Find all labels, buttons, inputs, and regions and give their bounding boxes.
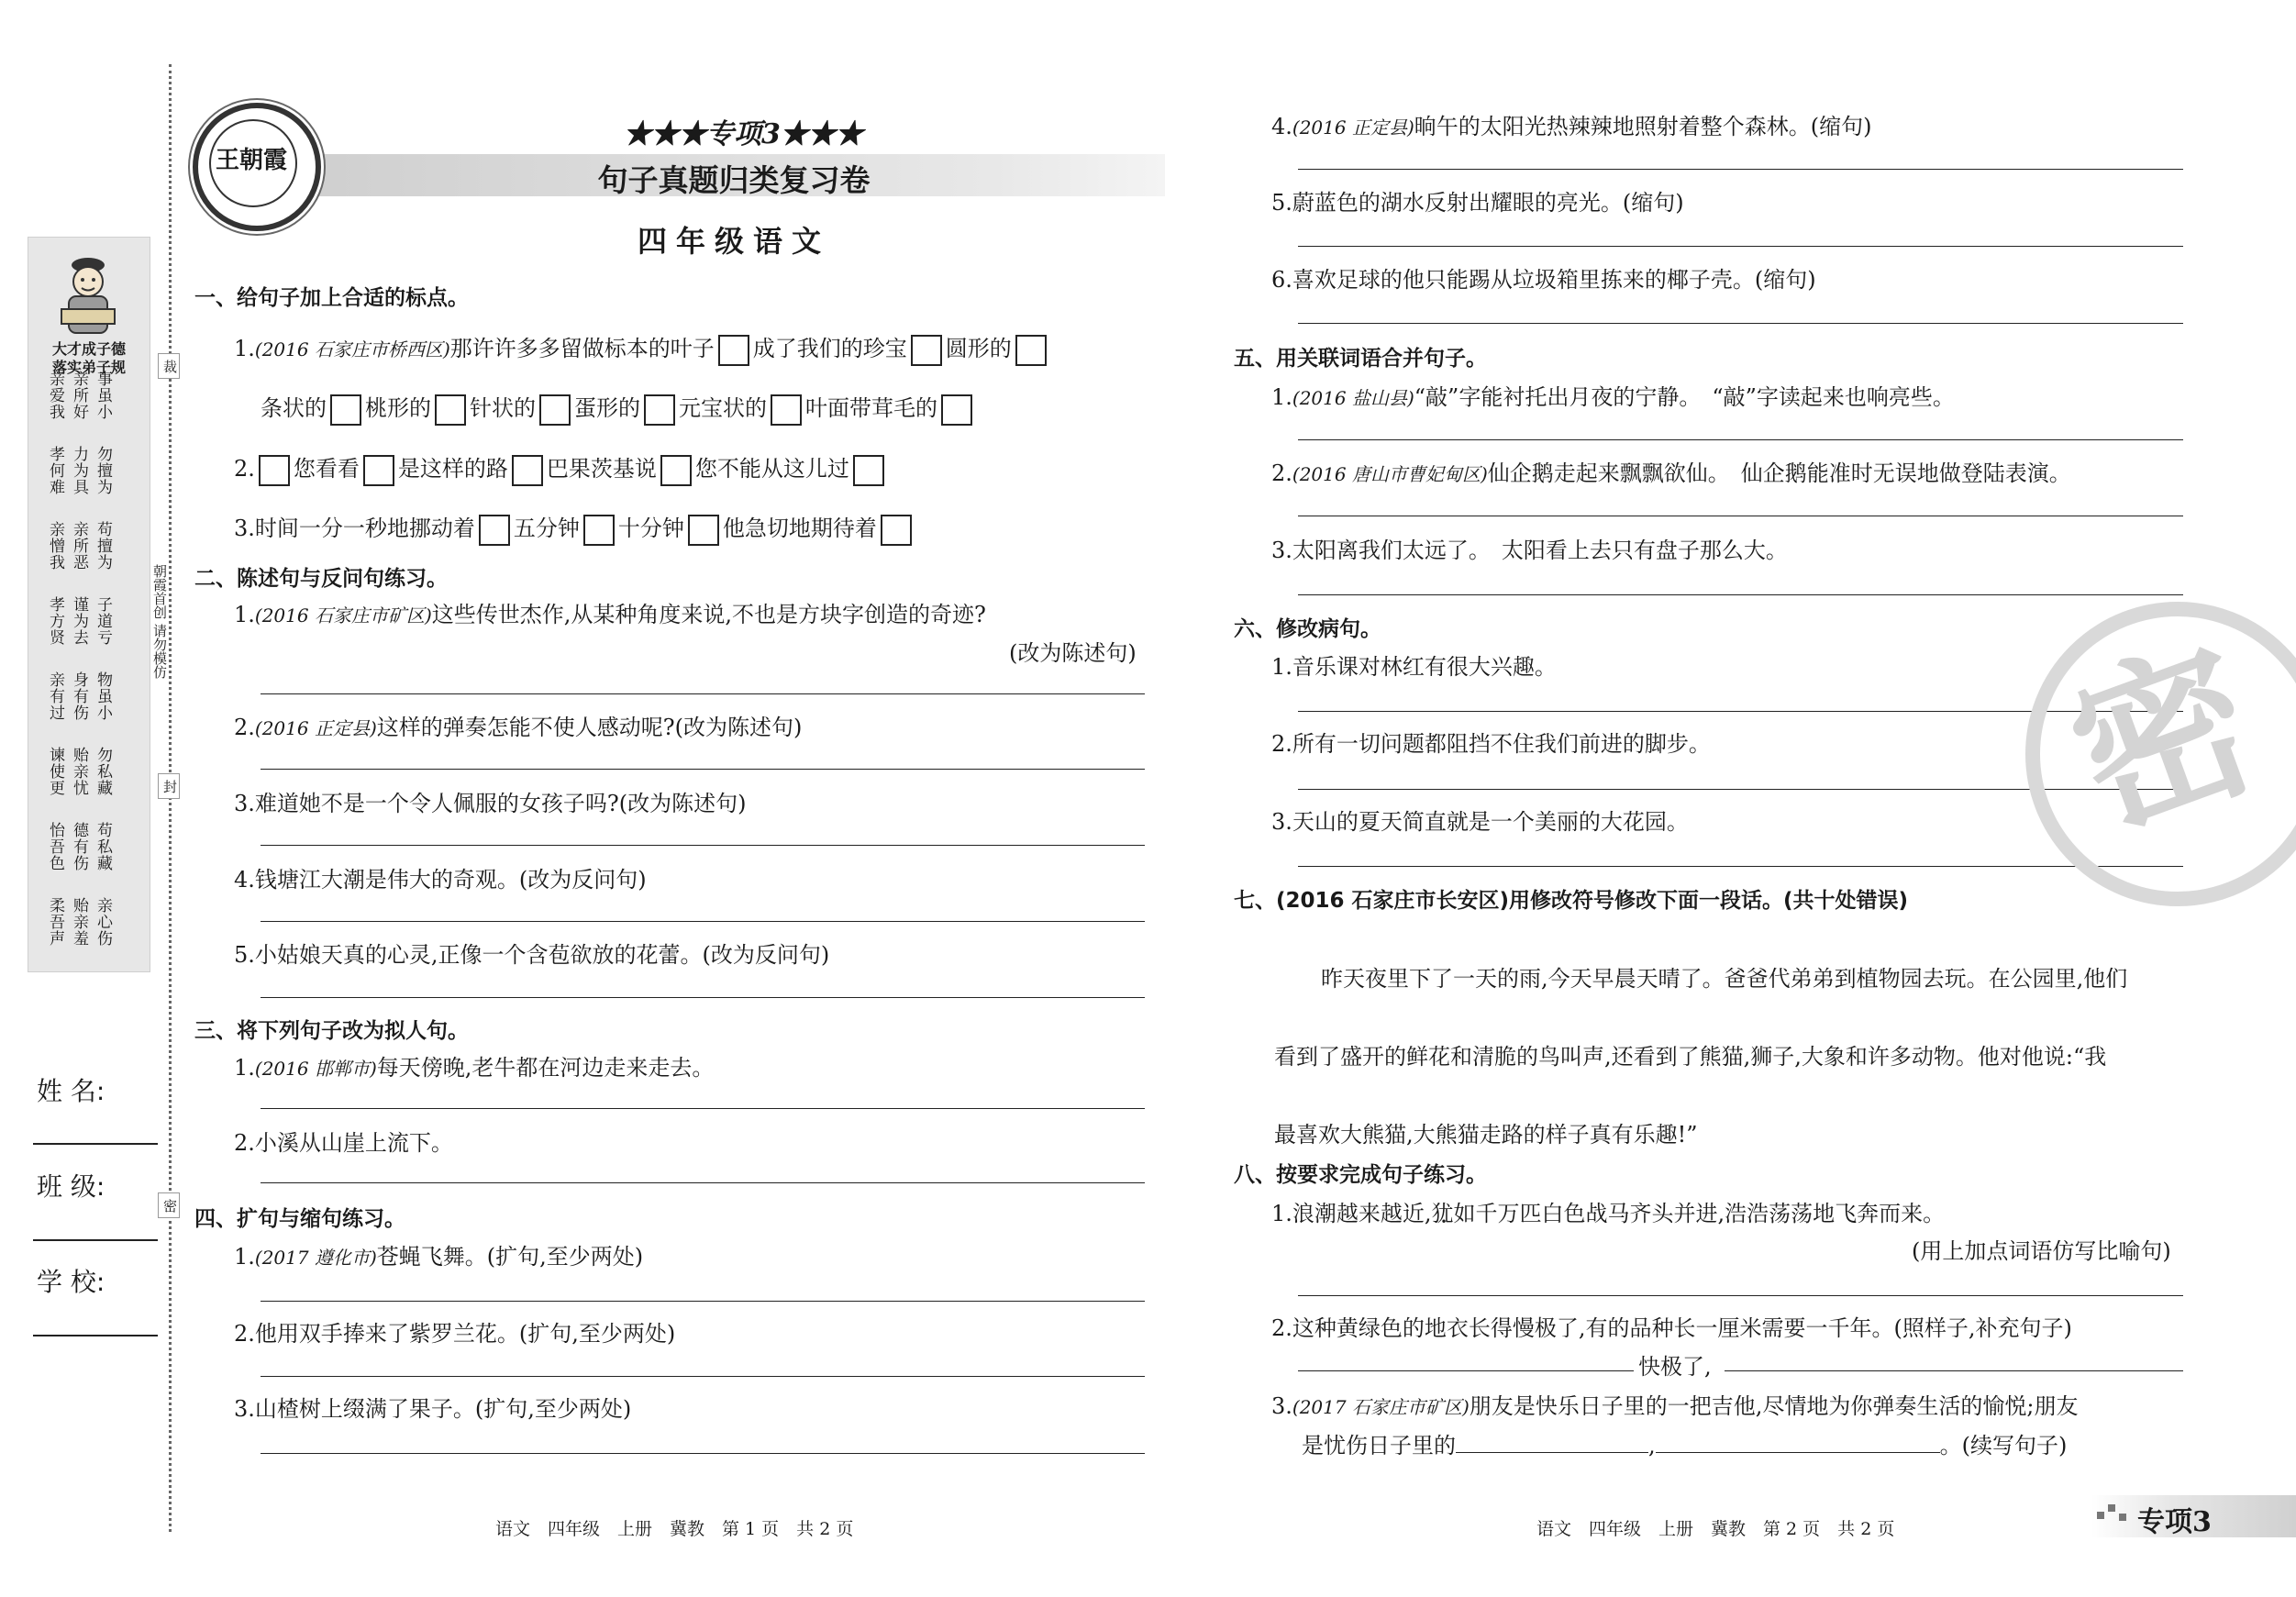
verse-column: 子道亏 xyxy=(94,596,112,646)
q-num: 6. xyxy=(1271,267,1292,293)
q-num: 5. xyxy=(1271,190,1292,216)
verse-column: 苟擅为 xyxy=(94,521,112,571)
q-text: 仙企鹅走起来飘飘欲仙。 仙企鹅能准时无误地做登陆表演。 xyxy=(1487,460,2071,486)
topic-tag-label: 专项3 xyxy=(2137,1506,2212,1538)
q-text: 每天傍晚,老牛都在河边走来走去。 xyxy=(376,1055,715,1081)
q-num: 5. xyxy=(234,942,255,968)
answer-line[interactable] xyxy=(261,1376,1145,1377)
q-num: 2. xyxy=(234,715,255,740)
q-num: 2. xyxy=(234,456,255,482)
q-text: 这种黄绿色的地衣长得慢极了,有的品种长一厘米需要一千年。(照样子,补充句子) xyxy=(1292,1315,2072,1341)
question-3-2 xyxy=(234,1125,453,1157)
verse-column: 亲憎我 xyxy=(46,521,64,571)
question-4-2 xyxy=(234,1315,675,1347)
school-input-line[interactable] xyxy=(33,1335,158,1336)
q-text: 山楂树上缀满了果子。(扩句,至少两处) xyxy=(254,1396,632,1422)
q-num: 4. xyxy=(234,867,255,893)
question-1-1-line2 xyxy=(261,390,976,426)
q-text: 喜欢足球的他只能踢从垃圾箱里拣来的椰子壳。(缩句) xyxy=(1292,267,1816,293)
page-title: 句子真题归类复习卷 xyxy=(597,162,871,198)
verse-column: 亲爱我 xyxy=(46,371,64,420)
class-input-line[interactable] xyxy=(33,1239,158,1241)
q-text: 条状的 xyxy=(261,395,327,421)
q-text: 圆形的 xyxy=(945,336,1012,361)
verse-column: 柔吾声 xyxy=(46,897,64,947)
q-num: 2. xyxy=(234,1321,255,1347)
q-text: 桃形的 xyxy=(365,395,431,421)
q-text: 小溪从山崖上流下。 xyxy=(254,1130,453,1156)
q-text: 是忧伤日子里的 xyxy=(1302,1433,1456,1458)
punct-box[interactable] xyxy=(771,394,802,426)
q-text: 晌午的太阳光热辣辣地照射着整个森林。(缩句) xyxy=(1414,114,1872,139)
question-4-3 xyxy=(234,1391,631,1423)
q-text: 千万匹白色战马齐头并进,浩浩荡荡地飞奔而来。 xyxy=(1475,1201,1946,1226)
q-num: 3. xyxy=(1271,809,1292,835)
answer-line[interactable] xyxy=(261,997,1145,998)
question-4-6 xyxy=(1271,261,1816,294)
verse-column: 怡吾色 xyxy=(46,822,64,871)
q-text: 天山的夏天简直就是一个美丽的大花园。 xyxy=(1292,809,1689,835)
answer-blank[interactable] xyxy=(1298,1370,1634,1371)
question-8-1-req: (用上加点词语仿写比喻句) xyxy=(1912,1238,2171,1264)
question-8-3 xyxy=(1271,1388,2079,1420)
logo-text: 王朝霞 xyxy=(215,147,287,174)
question-2-1 xyxy=(234,596,986,628)
section-7-heading: 七、(2016 石家庄市长安区)用修改符号修改下面一段话。(共十处错误) xyxy=(1234,889,1909,913)
q-text: 这些传世杰作,从某种角度来说,不也是方块字创造的奇迹? xyxy=(431,602,986,627)
verse-column: 德有伤 xyxy=(70,822,88,871)
answer-line[interactable] xyxy=(1298,246,2183,247)
question-6-3 xyxy=(1271,804,1689,836)
q-text: 太阳离我们太远了。 太阳看上去只有盘子那么大。 xyxy=(1292,538,1788,563)
question-8-1 xyxy=(1271,1195,1945,1227)
name-label: 姓 名: xyxy=(37,1076,105,1106)
verse-column: 勿擅为 xyxy=(94,446,112,495)
paragraph-line-1: 昨天夜里下了一天的雨,今天早晨天晴了。爸爸代弟弟到植物园去玩。在公园里,他们 xyxy=(1321,966,2128,992)
seal-mark-top: 裁 xyxy=(158,353,180,379)
question-6-1 xyxy=(1271,649,1557,681)
answer-line[interactable] xyxy=(1298,866,2183,867)
punct-box[interactable] xyxy=(330,394,361,426)
answer-line[interactable] xyxy=(261,1301,1145,1302)
q-source: (2016 盐山县) xyxy=(1292,387,1414,409)
q-text: 成了我们的珍宝 xyxy=(752,336,907,361)
answer-line[interactable] xyxy=(1298,323,2183,324)
punct-box[interactable] xyxy=(363,455,394,486)
verse-column: 亲所恶 xyxy=(70,521,88,571)
question-8-3-line2 xyxy=(1302,1427,2067,1459)
q-text: 浪潮越来越近, xyxy=(1292,1201,1432,1226)
page-footer-left: 语文 四年级 上册 冀教 第 1 页 共 2 页 xyxy=(495,1519,854,1539)
q-source: (2016 唐山市曹妃甸区) xyxy=(1292,463,1488,485)
q-num: 2. xyxy=(1271,1315,1292,1341)
q-text: 那许许多多留做标本的叶子 xyxy=(449,336,715,361)
q-num: 3. xyxy=(1271,538,1292,563)
class-label: 班 级: xyxy=(37,1171,105,1202)
verse-column: 亲有过 xyxy=(46,671,64,721)
q-source: (2016 正定县) xyxy=(254,717,377,739)
punct-box[interactable] xyxy=(644,394,675,426)
q-text: 小姑娘天真的心灵,正像一个含苞欲放的花蕾。(改为反问句) xyxy=(254,942,830,968)
punct-box[interactable] xyxy=(435,394,466,426)
answer-line[interactable] xyxy=(261,921,1145,922)
q-source: (2016 正定县) xyxy=(1292,116,1414,139)
q-num: 3. xyxy=(234,516,255,541)
decor-square xyxy=(2108,1504,2115,1512)
question-5-2 xyxy=(1271,455,2071,487)
verse-column: 谏使更 xyxy=(46,747,64,796)
q-text: 音乐课对林红有很大兴趣。 xyxy=(1292,654,1557,680)
q-text: “敲”字能衬托出月夜的宁静。 “敲”字读起来也响亮些。 xyxy=(1414,384,1955,410)
q-text: 五分钟 xyxy=(513,516,580,541)
publisher-logo xyxy=(193,103,321,231)
answer-line[interactable] xyxy=(1298,439,2183,440)
section-1-heading: 一、给句子加上合适的标点。 xyxy=(194,286,469,310)
q-text: 朋友是快乐日子里的一把吉他,尽情地为你弹奏生活的愉悦;朋友 xyxy=(1469,1393,2079,1419)
verse-column: 亲心伤 xyxy=(94,897,112,947)
paragraph-line-3: 最喜欢大熊猫,大熊猫走路的样子真有乐趣!” xyxy=(1274,1122,1698,1148)
verse-column: 物虽小 xyxy=(94,671,112,721)
motto-line-1: 大才成子德 xyxy=(51,340,126,358)
answer-line[interactable] xyxy=(1298,594,2183,595)
q-text: 所有一切问题都阻挡不住我们前进的脚步。 xyxy=(1292,731,1711,757)
answer-line[interactable] xyxy=(1298,1295,2183,1296)
q-text: 钱塘江大潮是伟大的奇观。(改为反问句) xyxy=(254,867,647,893)
punct-box[interactable] xyxy=(539,394,571,426)
q-text: 您不能从这儿过 xyxy=(694,456,849,482)
punct-box[interactable] xyxy=(512,455,543,486)
answer-line[interactable] xyxy=(261,1182,1145,1183)
q-text: 叶面带茸毛的 xyxy=(805,395,937,421)
question-2-4 xyxy=(234,861,647,893)
q-num: 3. xyxy=(1271,1393,1292,1419)
verse-column: 事虽小 xyxy=(94,371,112,420)
q-source: (2017 石家庄市矿区) xyxy=(1292,1396,1470,1418)
q-text: 他用双手捧来了紫罗兰花。(扩句,至少两处) xyxy=(254,1321,676,1347)
subject-grade: 四年级语文 xyxy=(637,224,830,259)
punct-box[interactable] xyxy=(479,515,510,546)
paragraph-line-2: 看到了盛开的鲜花和清脆的鸟叫声,还看到了熊猫,狮子,大象和许多动物。他对他说:“我 xyxy=(1274,1044,2107,1070)
verse-column: 力为具 xyxy=(70,446,88,495)
copyright-note: 朝霞首创 请勿模仿 xyxy=(151,564,168,679)
verse-column: 孝方贤 xyxy=(46,596,64,646)
question-4-4 xyxy=(1271,108,1872,140)
answer-line[interactable] xyxy=(261,1108,1145,1109)
punct-box[interactable] xyxy=(941,394,972,426)
q-text: 元宝状的 xyxy=(679,395,767,421)
q-text: 是这样的路 xyxy=(397,456,508,482)
section-8-heading: 八、按要求完成句子练习。 xyxy=(1234,1163,1487,1187)
q-num: 3. xyxy=(234,791,255,816)
q-text: 。(续写句子) xyxy=(1939,1433,2068,1458)
q-text: 这样的弹奏怎能不使人感动呢?(改为陈述句) xyxy=(376,715,803,740)
answer-blank[interactable] xyxy=(1456,1452,1648,1453)
school-label: 学 校: xyxy=(37,1267,105,1297)
q-num: 2. xyxy=(1271,731,1292,757)
q-text: 巴果茨基说 xyxy=(546,456,657,482)
q-num: 2. xyxy=(234,1130,255,1156)
answer-blank[interactable] xyxy=(1656,1452,1940,1453)
q-num: 3. xyxy=(234,1396,255,1422)
seal-mark-bottom: 密 xyxy=(158,1192,180,1218)
q-text: 针状的 xyxy=(470,395,536,421)
answer-line[interactable] xyxy=(261,693,1145,694)
q-text: 蔚蓝色的湖水反射出耀眼的亮光。(缩句) xyxy=(1292,190,1684,216)
section-6-heading: 六、修改病句。 xyxy=(1234,617,1381,641)
verse-column: 亲所好 xyxy=(70,371,88,420)
punct-box[interactable] xyxy=(911,335,942,366)
q-num: 2. xyxy=(1271,460,1292,486)
punct-box[interactable] xyxy=(660,455,692,486)
punct-box[interactable] xyxy=(688,515,719,546)
punct-box[interactable] xyxy=(1015,335,1047,366)
verse-column: 勿私藏 xyxy=(94,747,112,796)
q-text: 十分钟 xyxy=(617,516,684,541)
page-footer-right: 语文 四年级 上册 冀教 第 2 页 共 2 页 xyxy=(1536,1519,1895,1539)
q-text: 他急切地期待着 xyxy=(722,516,877,541)
q-num: 1. xyxy=(234,602,255,627)
confidential-stamp xyxy=(2025,602,2296,906)
emphasized-word: 犹如 xyxy=(1431,1201,1476,1226)
question-2-1-req: (改为陈述句) xyxy=(1009,640,1137,666)
q-num: 1. xyxy=(1271,1201,1292,1226)
q-text: 您看看 xyxy=(293,456,360,482)
answer-line[interactable] xyxy=(1298,169,2183,170)
question-1-3 xyxy=(234,510,915,546)
question-1-1 xyxy=(234,330,1050,366)
motto-line-2: 落实弟子规 xyxy=(51,359,126,376)
q-source: (2016 石家庄市矿区) xyxy=(254,604,432,627)
verse-column: 苟私藏 xyxy=(94,822,112,871)
punct-box[interactable] xyxy=(718,335,749,366)
question-4-5 xyxy=(1271,184,1684,216)
scholar-figure-icon xyxy=(56,249,120,349)
stamp-text: 密 xyxy=(2046,615,2280,865)
answer-line[interactable] xyxy=(261,1453,1145,1454)
decor-square xyxy=(2097,1512,2104,1519)
q-num: 1. xyxy=(1271,384,1292,410)
verse-column: 孝何难 xyxy=(46,446,64,495)
fill-text: 快极了, xyxy=(1638,1354,1712,1380)
decor-square xyxy=(2119,1514,2126,1521)
q-source: (2016 石家庄市桥西区) xyxy=(254,338,450,360)
question-2-2 xyxy=(234,709,802,741)
answer-blank[interactable] xyxy=(1725,1370,2183,1371)
q-text: 时间一分一秒地挪动着 xyxy=(254,516,475,541)
q-num: 1. xyxy=(234,1055,255,1081)
q-text: 苍蝇飞舞。(扩句,至少两处) xyxy=(376,1244,644,1270)
q-text: 难道她不是一个令人佩服的女孩子吗?(改为陈述句) xyxy=(254,791,747,816)
punct-box[interactable] xyxy=(259,455,290,486)
question-6-2 xyxy=(1271,726,1711,758)
q-num: 1. xyxy=(1271,654,1292,680)
q-num: 4. xyxy=(1271,114,1292,139)
question-4-1 xyxy=(234,1238,643,1270)
q-source: (2016 邯郸市) xyxy=(254,1058,377,1080)
verse-column: 谨为去 xyxy=(70,596,88,646)
q-text: 蛋形的 xyxy=(574,395,640,421)
punct-box[interactable] xyxy=(881,515,912,546)
verse-column: 身有伤 xyxy=(70,671,88,721)
punct-box[interactable] xyxy=(583,515,615,546)
q-text: , xyxy=(1648,1433,1656,1458)
question-5-3 xyxy=(1271,532,1788,564)
punct-box[interactable] xyxy=(853,455,884,486)
q-source: (2017 遵化市) xyxy=(254,1247,377,1269)
question-2-5 xyxy=(234,937,829,969)
answer-line[interactable] xyxy=(261,845,1145,846)
question-5-1 xyxy=(1271,379,1955,411)
q-num: 1. xyxy=(234,1244,255,1270)
section-2-heading: 二、陈述句与反问句练习。 xyxy=(194,567,448,591)
section-3-heading: 三、将下列句子改为拟人句。 xyxy=(194,1019,469,1043)
question-8-2 xyxy=(1271,1310,2072,1342)
question-1-2 xyxy=(234,450,888,486)
special-topic-label: ★★★专项3★★★ xyxy=(624,118,863,150)
section-5-heading: 五、用关联词语合并句子。 xyxy=(1234,347,1487,371)
verse-column: 贻亲羞 xyxy=(70,897,88,947)
seal-mark-middle: 封 xyxy=(158,773,180,799)
answer-line[interactable] xyxy=(261,769,1145,770)
q-num: 1. xyxy=(234,336,255,361)
name-input-line[interactable] xyxy=(33,1143,158,1145)
question-3-1 xyxy=(234,1049,714,1081)
section-4-heading: 四、扩句与缩句练习。 xyxy=(194,1207,405,1231)
question-2-3 xyxy=(234,785,747,817)
verse-column: 贻亲忧 xyxy=(70,747,88,796)
